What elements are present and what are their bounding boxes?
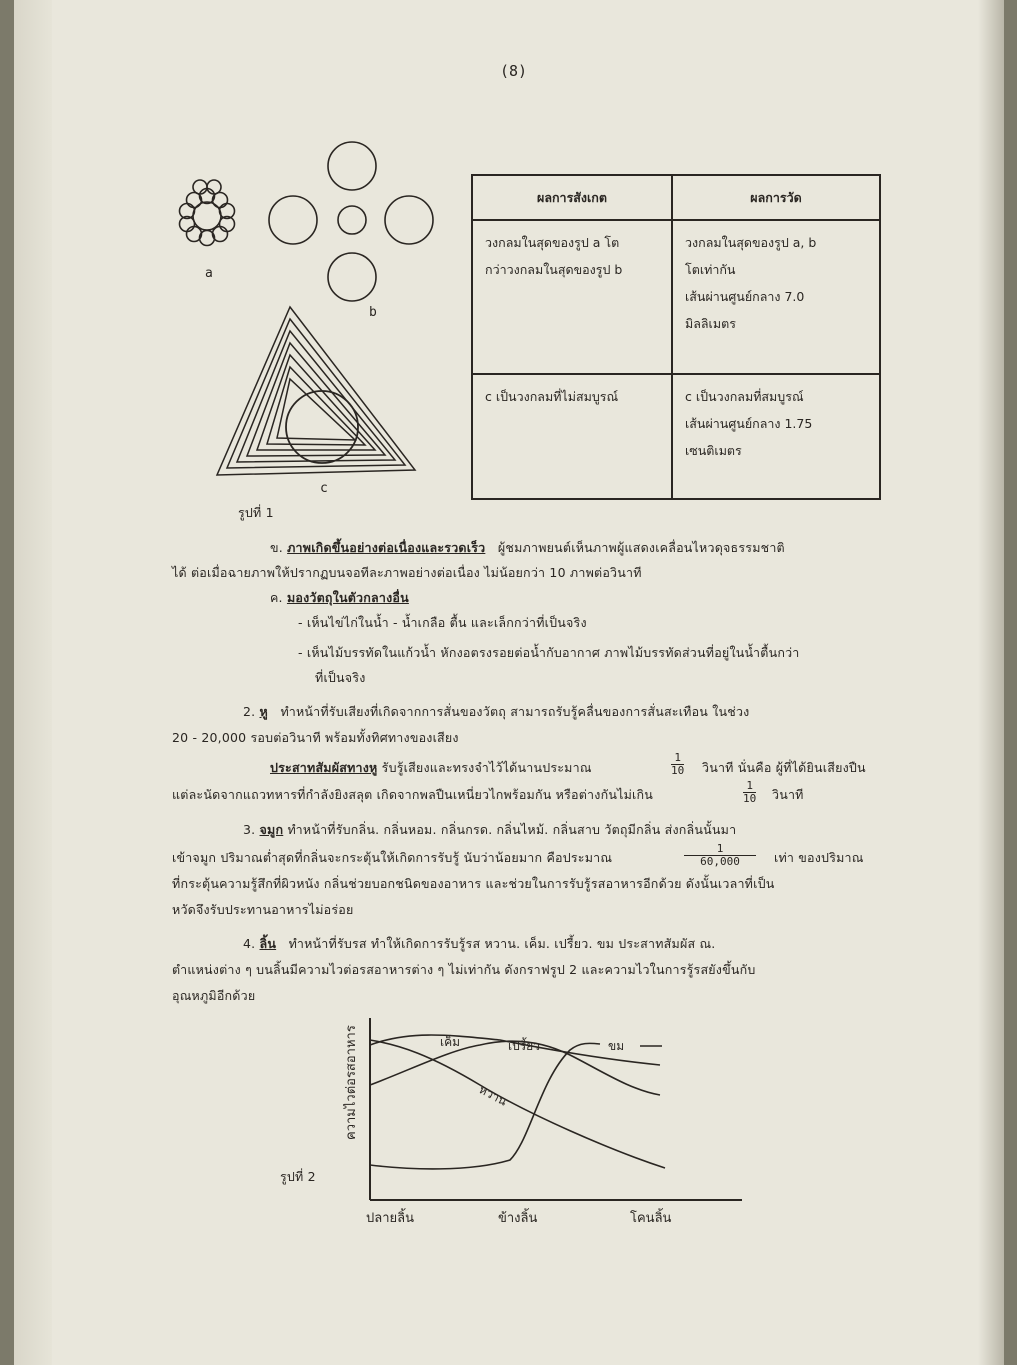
hearing-line2: แต่ละนัดจากแถวทหารที่กำลังยิงสลุต เกิดจากพลปืนเหนี่ยวไกพร้อมกัน หรือต่างกันไม่เกิน (172, 787, 653, 802)
tongue-text: ทำหน้าที่รับรส ทำให้เกิดการรับรู้รส หวาน. เค็ม. เปรี้ยว. ขม ประสาทสัมผัส ณ. (288, 936, 716, 951)
figure-1-caption: รูปที่ 1 (238, 505, 274, 520)
observation-table (471, 174, 881, 500)
table-row (472, 374, 880, 499)
ear-line1 (243, 702, 750, 722)
hearing-text-b: วินาที นั่นคือ ผู้ที่ได้ยินเสียงปืน (702, 760, 866, 775)
page-number: (8) (500, 62, 528, 80)
figure-2-caption: รูปที่ 2 (280, 1169, 316, 1184)
cell-line: วงกลมในสุดของรูป a, b (685, 235, 817, 250)
figure-1-illusions (165, 135, 465, 515)
cell-line: มิลลิเมตร (685, 316, 736, 331)
curve-bitter (370, 1043, 600, 1169)
fraction-denominator: 10 (743, 792, 757, 805)
cell-line: c เป็นวงกลมที่ไม่สมบูรณ์ (485, 389, 619, 404)
figure-1c-triangle (217, 307, 415, 475)
figure-1c-label: c (320, 481, 328, 496)
fraction-denominator: 60,000 (700, 855, 740, 868)
fraction-numerator: 1 (743, 780, 756, 793)
para-kha-prefix: ค. (270, 590, 283, 605)
table-cell-observed (472, 220, 672, 374)
x-tick-tip: ปลายลิ้น (366, 1211, 414, 1226)
bullet-egg: - เห็นไข่ไก่ในน้ำ - น้ำเกลือ ตื้น และเล็กกว่าที่เป็นจริง (298, 615, 587, 630)
para-kha-heading: มองวัตถุในตัวกลางอื่น (286, 590, 409, 605)
fraction-numerator: 1 (684, 843, 756, 856)
figure-1b-circles (269, 142, 433, 301)
table-row (472, 220, 880, 374)
tongue-line1 (243, 934, 715, 954)
cell-line: เส้นผ่านศูนย์กลาง 1.75 (685, 416, 813, 431)
x-tick-back: โคนลิ้น (630, 1211, 672, 1226)
cell-line: เส้นผ่านศูนย์กลาง 7.0 (685, 289, 805, 304)
tongue-number: 4. (243, 936, 256, 951)
page-edge (14, 0, 52, 1365)
nose-line2b: เท่า ของปริมาณ (774, 850, 864, 865)
table-cell-measured (672, 220, 880, 374)
para-kho-text: ผู้ชมภาพยนต์เห็นภาพผู้แสดงเคลื่อนไหวดุจธรรมชาติ (497, 540, 785, 555)
ear-line2: 20 - 20,000 รอบต่อวินาที พร้อมทั้งทิศทางของเสียง (172, 730, 459, 745)
para-kho-line2: ได้ ต่อเมื่อฉายภาพให้ปรากฏบนจอทีละภาพอย่างต่อเนื่อง ไม่น้อยกว่า 10 ภาพต่อวินาที (172, 565, 642, 580)
cell-line: กว่าวงกลมในสุดของรูป b (485, 262, 623, 277)
ear-heading: หู (259, 704, 268, 719)
figure-2-taste-graph (330, 1010, 750, 1230)
table-cell-measured (672, 374, 880, 499)
x-tick-side: ข้างลิ้น (498, 1211, 538, 1226)
page-fold-shadow (978, 0, 1004, 1365)
tongue-line3: อุณหภูมิอีกด้วย (172, 988, 256, 1003)
ear-number: 2. (243, 704, 256, 719)
hearing-heading: ประสาทสัมผัสทางหู (270, 760, 378, 775)
para-kho-heading: ภาพเกิดขึ้นอย่างต่อเนื่องและรวดเร็ว (287, 540, 486, 555)
table-header-row (472, 175, 880, 220)
ear-text: ทำหน้าที่รับเสียงที่เกิดจากการสั่นของวัตถุ สามารถรับรู้คลื่นของการสั่นสะเทือน ในช่วง (280, 704, 750, 719)
curve-label-sour: เปรี้ยว (508, 1039, 540, 1053)
nose-heading: จมูก (259, 822, 284, 837)
nose-line3: ที่กระตุ้นความรู้สึกที่ผิวหนัง กลิ่นช่วยบอกชนิดของอาหาร และช่วยในการรับรู้รสอาหารอีกด้วย ดังนั้นเวลาที่เป็น (172, 876, 775, 891)
figure-1a-circles (180, 180, 235, 246)
para-kho-line1 (270, 538, 785, 558)
table-cell-observed (472, 374, 672, 499)
nose-line1 (243, 820, 736, 840)
table-header-observed: ผลการสังเกต (472, 175, 672, 220)
fraction-numerator: 1 (671, 752, 684, 765)
nose-number: 3. (243, 822, 256, 837)
fraction-one-tenth (743, 780, 756, 805)
hearing-line1 (270, 758, 592, 778)
fraction-denominator: 10 (671, 764, 685, 777)
tongue-line2: ตำแหน่งต่าง ๆ บนลิ้นมีความไวต่อรสอาหารต่าง ๆ ไม่เท่ากัน ดังกราฟรูป 2 และความไวในการรู้รสยังขึ้นกับ (172, 962, 756, 977)
curve-label-salty: เค็ม (440, 1035, 461, 1049)
fraction-one-tenth (671, 752, 684, 777)
bullet-ruler-line2: ที่เป็นจริง (315, 670, 366, 685)
curve-label-sweet: หวาน (476, 1082, 510, 1109)
para-kho-prefix: ข. (270, 540, 283, 555)
para-kha-line (270, 588, 409, 608)
table-header-measured: ผลการวัด (672, 175, 880, 220)
fraction-one-sixty-thousandth (684, 843, 756, 868)
cell-line: c เป็นวงกลมที่สมบูรณ์ (685, 389, 804, 404)
cell-line: โตเท่ากัน (685, 262, 736, 277)
figure-2-ylabel: ความไวต่อรสอาหาร (344, 1025, 359, 1140)
nose-line4: หวัดจึงรับประทานอาหารไม่อร่อย (172, 902, 354, 917)
cell-line: วงกลมในสุดของรูป a โต (485, 235, 620, 250)
hearing-text-a: รับรู้เสียงและทรงจำไว้ได้นานประมาณ (381, 760, 592, 775)
hearing-text-c: วินาที (772, 787, 804, 802)
nose-text: ทำหน้าที่รับกลิ่น. กลิ่นหอม. กลิ่นกรด. กลิ่นไหม้. กลิ่นสาบ วัตถุมีกลิ่น ส่งกลิ่นนั้นมา (287, 822, 737, 837)
bullet-ruler-line1: - เห็นไม้บรรทัดในแก้วน้ำ หักงอตรงรอยต่อน้ำกับอากาศ ภาพไม้บรรทัดส่วนที่อยู่ในน้ำตื้นกว่า (298, 645, 800, 660)
curve-label-bitter: ขม (608, 1039, 625, 1053)
nose-line2: เข้าจมูก ปริมาณต่ำสุดที่กลิ่นจะกระตุ้นให้เกิดการรับรู้ นับว่าน้อยมาก คือประมาณ (172, 850, 613, 865)
figure-1a-label: a (205, 266, 213, 281)
tongue-heading: ลิ้น (259, 936, 277, 951)
cell-line: เซนติเมตร (685, 443, 742, 458)
figure-1b-label: b (369, 305, 377, 320)
